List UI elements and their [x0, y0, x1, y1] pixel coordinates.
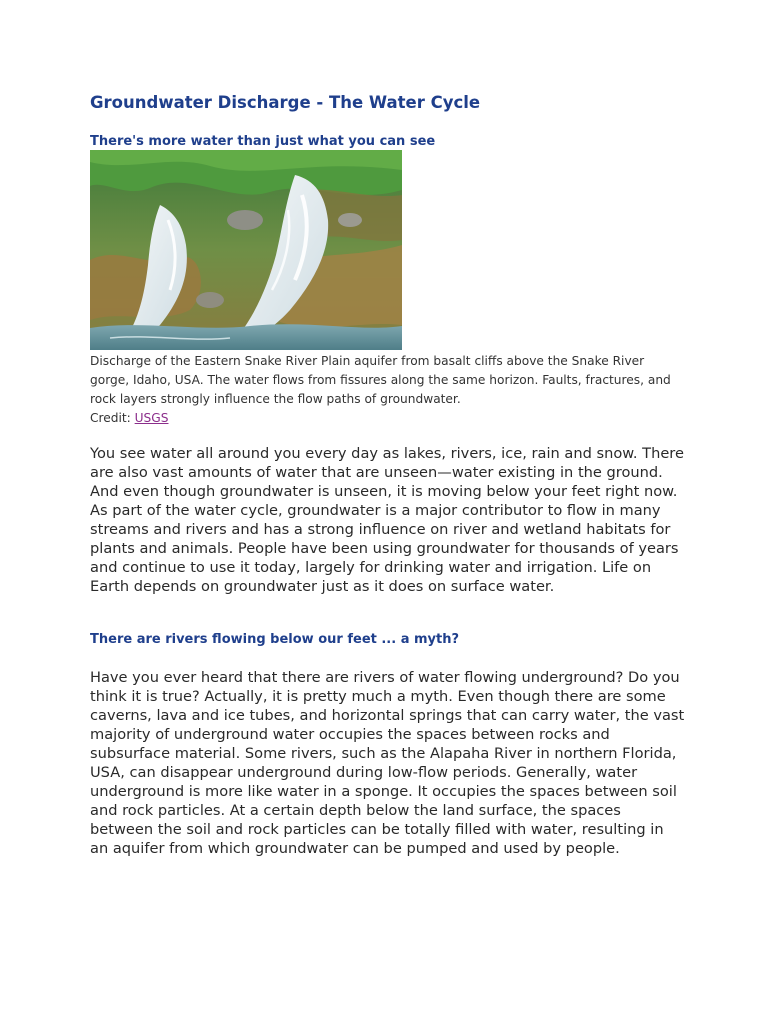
- paragraph-underground-rivers: Have you ever heard that there are rivers of water flowing underground? Do you think it is true? Actually, it is pretty much a myth. Even though there are some caverns, lava and ice tubes, and horizontal springs that can carry water, the vast majority of underground water occupies the spaces between rocks and subsurface material. Some rivers, such as the Alapaha River in northern Florida, USA, can disappear underground during low-flow periods. Generally, water underground is more like water in a sponge. It occupies the spaces between soil and rock particles. At a certain depth below the land surface, the spaces between the soil and rock particles can be totally filled with water, resulting in an aquifer from which groundwater can be pumped and used by people.: [90, 669, 685, 857]
- section-heading-visible-water: There's more water than just what you can see: [90, 134, 436, 149]
- credit-label: Credit:: [90, 411, 135, 425]
- waterfall-illustration: [90, 150, 402, 350]
- photo-caption: [90, 352, 680, 428]
- waterfall-photo: [90, 150, 402, 350]
- paragraph-visible-water: You see water all around you every day as lakes, rivers, ice, rain and snow. There are also vast amounts of water that are unseen—water existing in the ground. And even though groundwater is unseen, it is moving below your feet right now. As part of the water cycle, groundwater is a major contributor to flow in many streams and rivers and has a strong influence on river and wetland habitats for plants and animals. People have been using groundwater for thousands of years and continue to use it today, largely for drinking water and irrigation. Life on Earth depends on groundwater just as it does on surface water.: [90, 445, 684, 595]
- caption-text: Discharge of the Eastern Snake River Plain aquifer from basalt cliffs above the Snake River gorge, Idaho, USA. The water flows from fissures along the same horizon. Faults, fractures, and rock layers strongly influence the flow paths of groundwater.: [90, 354, 671, 406]
- section-heading-underground-rivers: There are rivers flowing below our feet ... a myth?: [90, 632, 460, 647]
- usgs-credit-link[interactable]: USGS: [134, 411, 169, 425]
- page-title: Groundwater Discharge - The Water Cycle: [90, 93, 481, 112]
